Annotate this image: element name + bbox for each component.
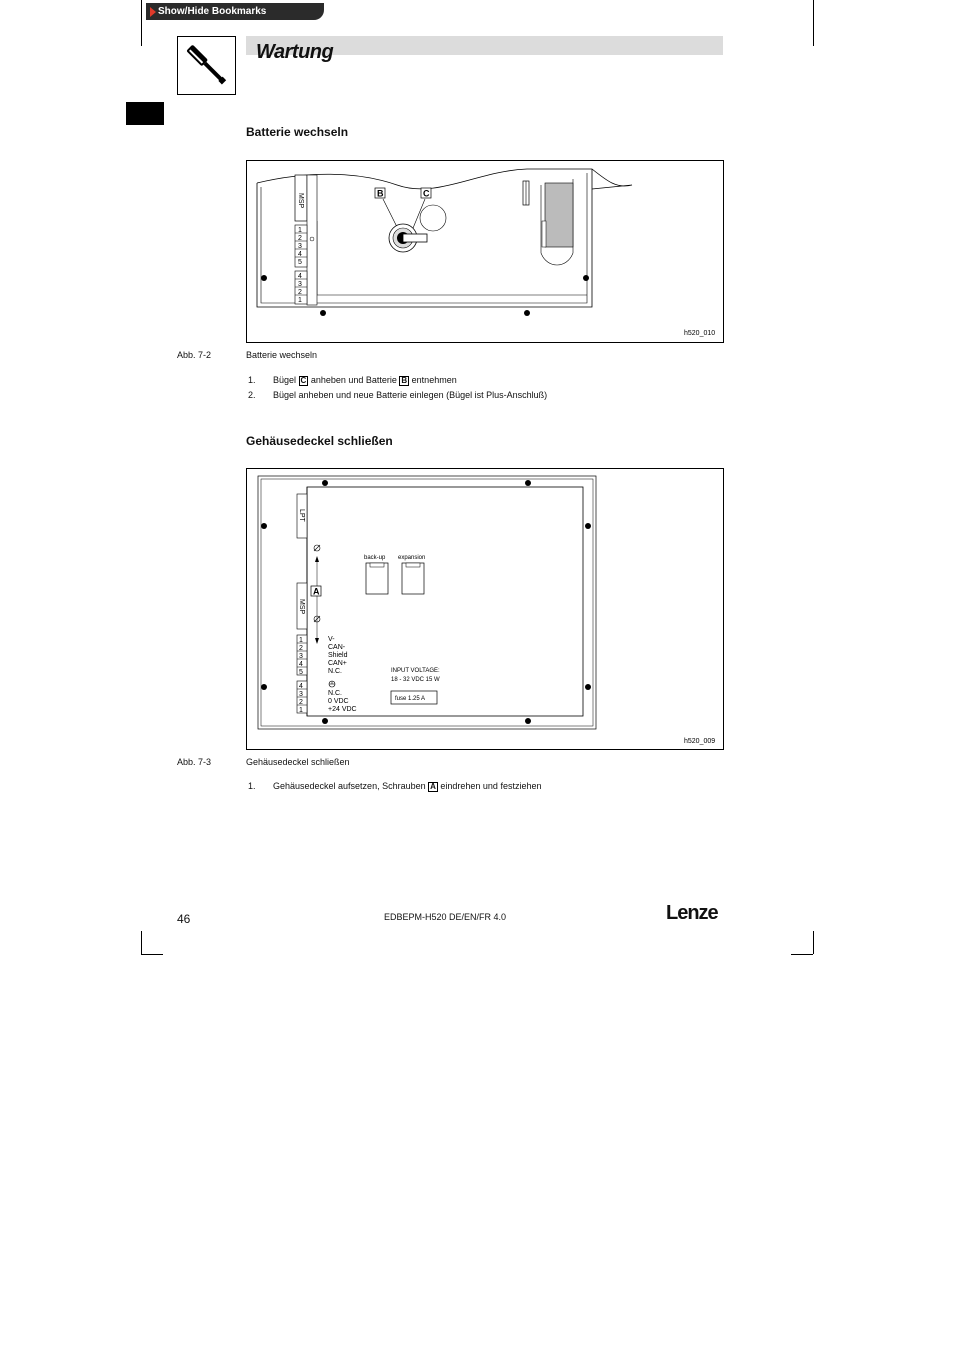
pin-label: 3 (299, 691, 303, 698)
section-heading-cover: Gehäusedeckel schließen (246, 434, 393, 448)
step-text (273, 375, 457, 386)
figure-battery (246, 160, 724, 343)
battery-diagram (247, 161, 723, 342)
signal-label: N.C. (328, 668, 342, 675)
pin-label: 3 (298, 243, 302, 250)
crop-mark (141, 954, 163, 955)
pin-label: 1 (298, 227, 302, 234)
step-text-part: eindrehen und festziehen (437, 781, 542, 791)
pin-label: 4 (298, 273, 302, 280)
signal-label: Shield (328, 652, 348, 659)
page-number: 46 (177, 912, 191, 926)
figure-code: h520_009 (684, 738, 716, 745)
pin-label: 3 (298, 281, 302, 288)
pin-label: 3 (299, 653, 303, 660)
signal-labels-bottom (328, 690, 357, 713)
caption-text: Gehäusedeckel schließen (246, 757, 350, 767)
caption-number: Abb. 7-3 (177, 757, 212, 767)
pin-label: 1 (299, 707, 303, 714)
key-label-b: B (401, 376, 408, 385)
cover-diagram (247, 469, 723, 749)
label-b: B (377, 188, 384, 199)
msp-label: MSP (298, 599, 305, 615)
step-text-part: anheben und Batterie (308, 375, 400, 385)
caption-number: Abb. 7-2 (177, 350, 212, 360)
document-id: EDBEPM-H520 DE/EN/FR 4.0 (384, 912, 507, 922)
play-arrow-icon (150, 7, 156, 17)
pin-label: 1 (299, 637, 303, 644)
signal-label: CAN+ (328, 660, 347, 667)
pin-label: 1 (298, 297, 302, 304)
pin-label: 5 (299, 669, 303, 676)
expansion-label: expansion (398, 555, 426, 561)
step-text-part: Bügel (273, 375, 299, 385)
figure-code: h520_010 (684, 330, 716, 337)
ground-icon (329, 681, 335, 687)
pin-label: 2 (298, 235, 302, 242)
section-heading-battery: Batterie wechseln (246, 125, 349, 139)
step-number: 1. (248, 781, 256, 791)
step-text (273, 781, 541, 792)
signal-label: +24 VDC (328, 706, 357, 713)
pin-label: 2 (299, 699, 303, 706)
crop-mark (791, 954, 813, 955)
caption-text: Batterie wechseln (246, 350, 318, 360)
signal-label: 0 VDC (328, 698, 349, 705)
step-text: Bügel anheben und neue Batterie einlegen (Bügel ist Plus-Anschluß) (273, 390, 548, 400)
step-text-part: Gehäusedeckel aufsetzen, Schrauben (273, 781, 429, 791)
signal-label: N.C. (328, 690, 342, 697)
pin-label: 4 (299, 661, 303, 668)
page-title: Wartung (256, 41, 334, 63)
chapter-tab (126, 102, 164, 125)
figure-cover (246, 468, 724, 750)
pin-label: 5 (298, 259, 302, 266)
key-label-a: A (430, 782, 436, 791)
backup-slot (366, 563, 388, 594)
step-number: 2. (248, 390, 256, 400)
fuse-label: fuse 1.25 A (395, 696, 426, 702)
show-hide-bookmarks-button[interactable] (146, 3, 324, 20)
step-number: 1. (248, 375, 256, 385)
step-text-part: entnehmen (409, 375, 457, 385)
input-voltage-value: 18 - 32 VDC 15 W (391, 677, 440, 683)
pin-block-bottom (297, 681, 307, 714)
crop-mark (141, 931, 142, 954)
bookmarks-label: Show/Hide Bookmarks (158, 6, 267, 17)
label-c: C (423, 188, 430, 199)
backup-label: back-up (364, 555, 386, 561)
signal-label: V- (328, 636, 335, 643)
signal-label: CAN- (328, 644, 346, 651)
crop-mark (813, 0, 814, 46)
screwdriver-icon (177, 36, 236, 95)
crop-mark (141, 0, 142, 46)
lpt-label: LPT (298, 509, 305, 522)
crop-mark (813, 931, 814, 954)
pin-label: 4 (298, 251, 302, 258)
pin-block-bottom (295, 271, 307, 304)
key-label-c: C (300, 376, 307, 385)
pin-block-top (297, 635, 307, 676)
expansion-slot (402, 563, 424, 594)
label-a: A (313, 586, 320, 597)
msp-label: MSP (297, 193, 304, 209)
pin-label: 2 (299, 645, 303, 652)
signal-labels-top (328, 636, 348, 675)
input-voltage-label: INPUT VOLTAGE: (391, 668, 440, 674)
pin-label: 2 (298, 289, 302, 296)
brand-logo: Lenze (666, 902, 718, 924)
pin-block-top (295, 225, 307, 267)
pin-label: 4 (299, 683, 303, 690)
